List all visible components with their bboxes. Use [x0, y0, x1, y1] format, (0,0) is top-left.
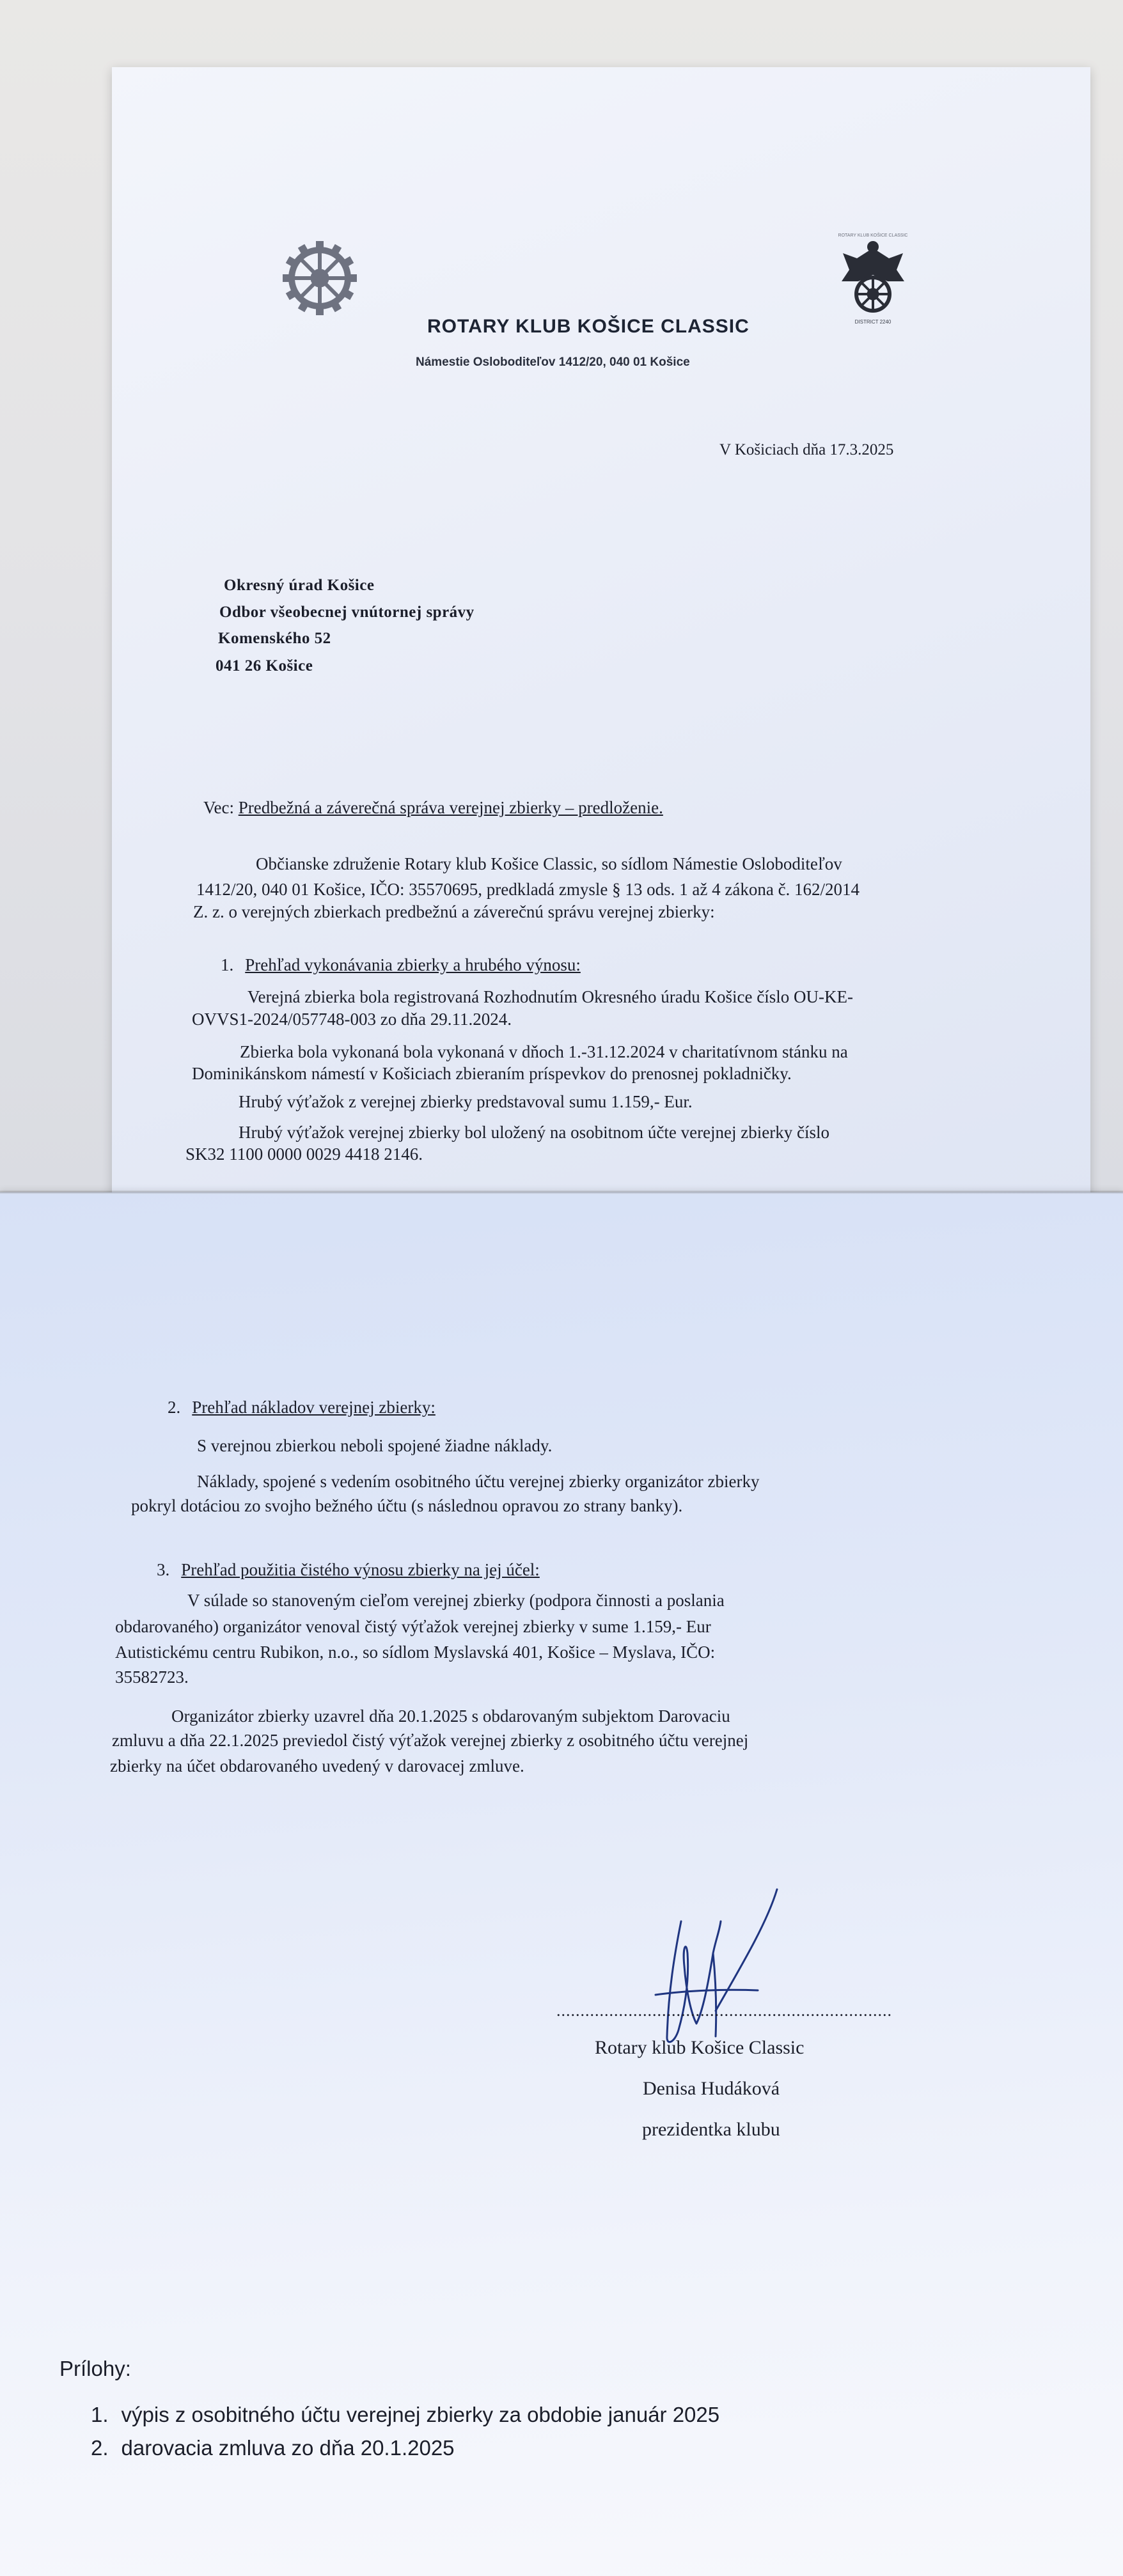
- attachment-number: 2.: [91, 2436, 109, 2460]
- subject-line: [203, 798, 663, 818]
- section3-p1-line1: V súlade so stanoveným cieľom verejnej zbierky (podpora činnosti a poslania: [187, 1591, 725, 1610]
- section1-p4-line1: Hrubý výťažok verejnej zbierky bol uložený na osobitnom účte verejnej zbierky číslo: [239, 1123, 829, 1142]
- recipient-line-2: Odbor všeobecnej vnútornej správy: [219, 604, 475, 621]
- section2-title: Prehľad nákladov verejnej zbierky:: [192, 1398, 436, 1417]
- attachment-text: výpis z osobitného účtu verejnej zbierky za obdobie január 2025: [121, 2403, 720, 2426]
- attachment-text: darovacia zmluva zo dňa 20.1.2025: [121, 2436, 455, 2460]
- intro-line-3: Z. z. o verejných zbierkach predbežnú a záverečnú správu verejnej zbierky:: [193, 902, 715, 921]
- section3-p2-line2: zmluvu a dňa 22.1.2025 previedol čistý výťažok verejnej zbierky z osobitného účtu verejnej: [112, 1731, 749, 1750]
- recipient-line-1: Okresný úrad Košice: [224, 577, 375, 594]
- attachment-number: 1.: [91, 2403, 109, 2426]
- intro-line-2: 1412/20, 040 01 Košice, IČO: 35570695, predkladá zmysle § 13 ods. 1 až 4 zákona č. 162/2014: [196, 880, 860, 899]
- section1-heading: [221, 955, 581, 975]
- signatory-name: Denisa Hudáková: [643, 2078, 780, 2099]
- section2-p2-line1: Náklady, spojené s vedením osobitného účtu verejnej zbierky organizátor zbierky: [197, 1472, 760, 1491]
- club-name: ROTARY KLUB KOŠICE CLASSIC: [427, 316, 750, 337]
- section3-p2-line1: Organizátor zbierky uzavrel dňa 20.1.2025 s obdarovaným subjektom Darovaciu: [171, 1706, 730, 1726]
- section2-p2-line2: pokryl dotáciou zo svojho bežného účtu (s následnou opravou zo strany banky).: [131, 1496, 683, 1515]
- section3-heading: [157, 1560, 540, 1580]
- subject-text: Predbežná a záverečná správa verejnej zbierky – predloženie.: [238, 798, 663, 817]
- intro-line-1: Občianske združenie Rotary klub Košice Classic, so sídlom Námestie Osloboditeľov: [256, 854, 842, 873]
- signatory-role: prezidentka klubu: [642, 2119, 780, 2140]
- section3-p1-line3: Autistickému centru Rubikon, n.o., so sídlom Myslavská 401, Košice – Myslava, IČO:: [115, 1643, 716, 1662]
- attachments-title: Prílohy:: [59, 2357, 131, 2380]
- section2-p1: S verejnou zbierkou neboli spojené žiadne náklady.: [197, 1436, 553, 1455]
- rotary-wheel-logo: [275, 240, 365, 316]
- emblem-bottom-text: DISTRICT 2240: [854, 319, 891, 325]
- section1-title: Prehľad vykonávania zbierky a hrubého výnosu:: [245, 955, 581, 974]
- attachment-item-1: [91, 2403, 719, 2427]
- signature-line: ......................................................................: [556, 2001, 892, 2020]
- recipient-line-4: 041 26 Košice: [216, 657, 313, 675]
- section3-num: 3.: [157, 1560, 170, 1579]
- section1-p1-line1: Verejná zbierka bola registrovaná Rozhodnutím Okresného úradu Košice číslo OU-KE-: [247, 987, 853, 1006]
- emblem-top-text: ROTARY KLUB KOŠICE CLASSIC: [838, 233, 908, 238]
- attachment-item-2: [91, 2436, 455, 2460]
- section1-p2-line1: Zbierka bola vykonaná bola vykonaná v dňoch 1.-31.12.2024 v charitatívnom stánku na: [240, 1042, 848, 1061]
- section1-p4-line2: SK32 1100 0000 0029 4418 2146.: [185, 1144, 423, 1164]
- section2-num: 2.: [168, 1398, 181, 1417]
- section3-title: Prehľad použitia čistého výnosu zbierky na jej účel:: [181, 1560, 540, 1579]
- section1-p1-line2: OVVS1-2024/057748-003 zo dňa 29.11.2024.: [192, 1010, 512, 1029]
- section1-p2-line2: Dominikánskom námestí v Košiciach zbieraním príspevkov do prenosnej pokladničky.: [192, 1064, 792, 1083]
- date-line: V Košiciach dňa 17.3.2025: [719, 441, 894, 458]
- club-eagle-emblem: [831, 230, 915, 332]
- signatory-organization: Rotary klub Košice Classic: [595, 2037, 805, 2058]
- club-address: Námestie Osloboditeľov 1412/20, 040 01 Košice: [416, 355, 690, 369]
- section3-p1-line4: 35582723.: [115, 1667, 189, 1687]
- page-fold-shadow: [0, 1190, 1123, 1194]
- section2-heading: [168, 1398, 436, 1417]
- subject-label: Vec:: [203, 798, 239, 817]
- section3-p1-line2: obdarovaného) organizátor venoval čistý výťažok verejnej zbierky v sume 1.159,- Eur: [115, 1617, 711, 1636]
- handwritten-signature: [649, 1883, 796, 2062]
- section3-p2-line3: zbierky na účet obdarovaného uvedený v darovacej zmluve.: [110, 1756, 524, 1776]
- section1-num: 1.: [221, 955, 234, 974]
- section1-p3: Hrubý výťažok z verejnej zbierky predstavoval sumu 1.159,- Eur.: [239, 1092, 693, 1111]
- recipient-line-3: Komenského 52: [218, 630, 331, 647]
